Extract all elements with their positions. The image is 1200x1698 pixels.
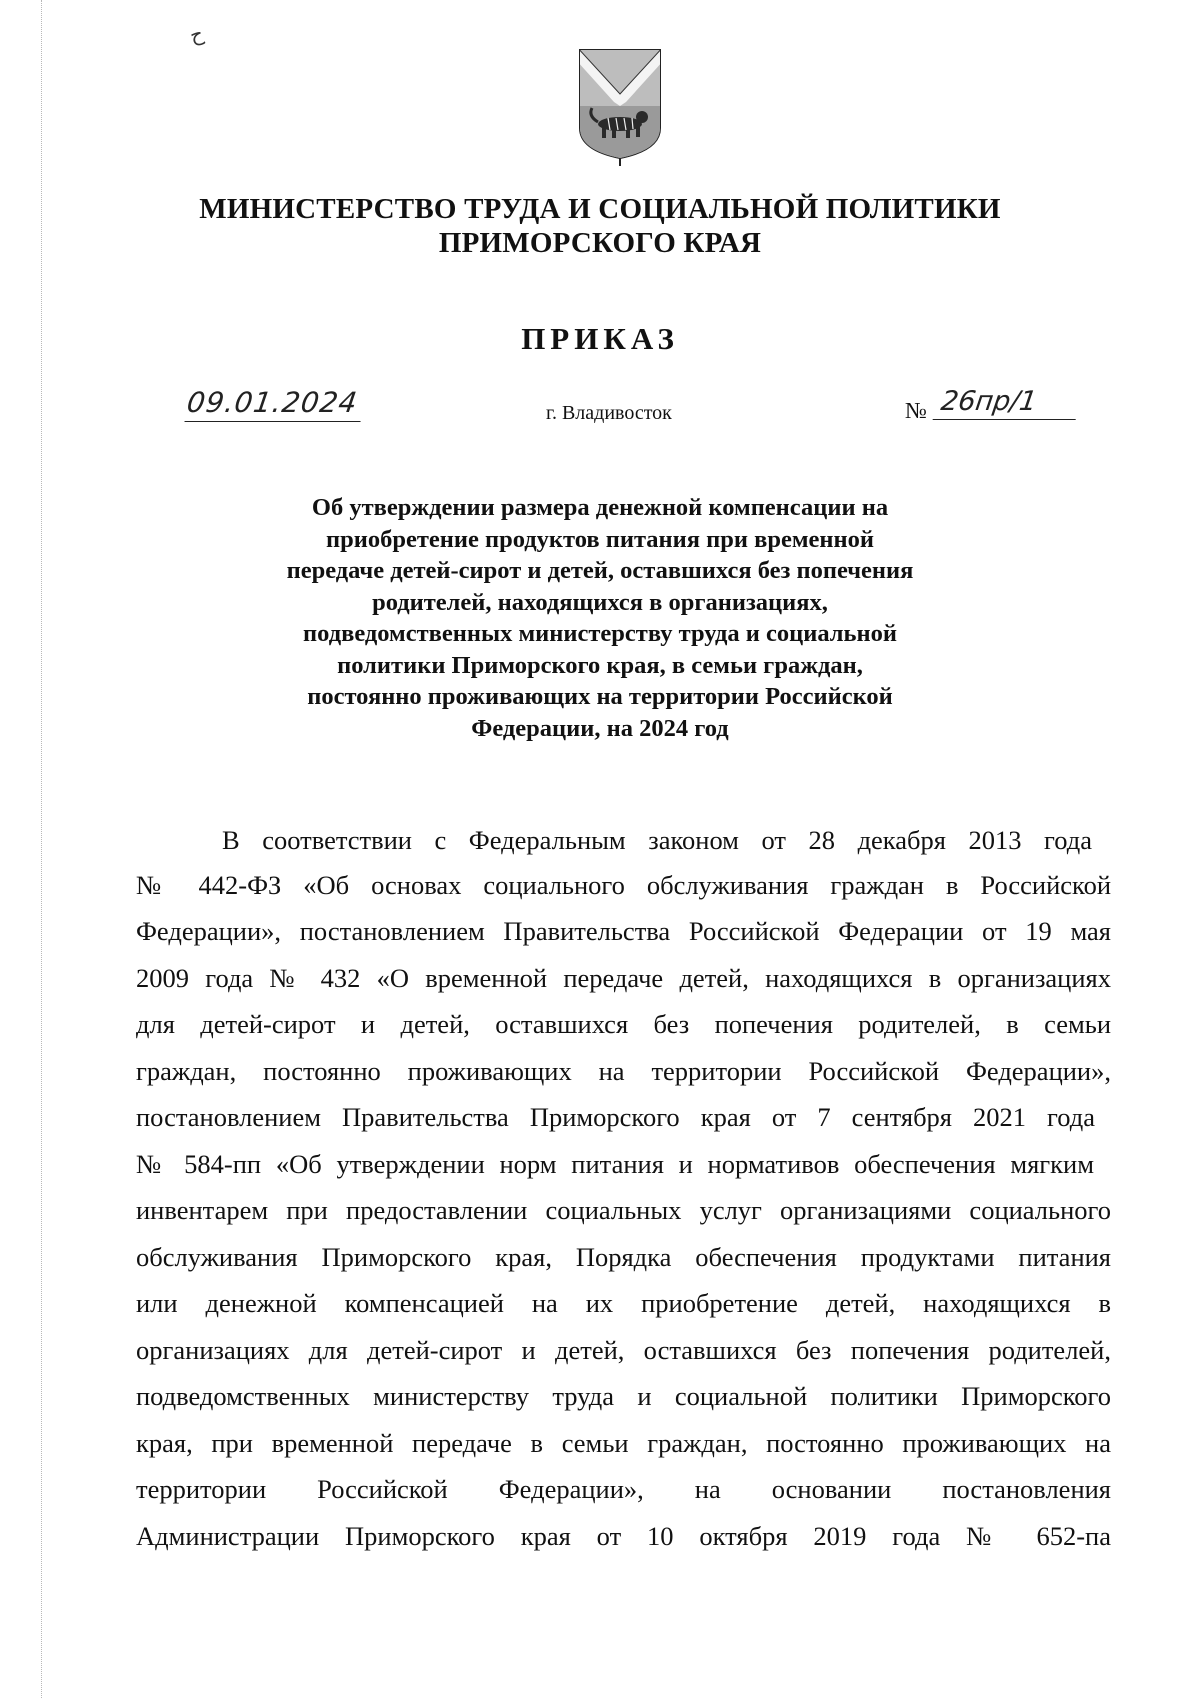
ministry-name-line2: ПРИМОРСКОГО КРАЯ bbox=[438, 227, 762, 259]
body-text-line: граждан, постоянно проживающих на территории Российской Федерации», bbox=[136, 1056, 1111, 1086]
body-text-line: или денежной компенсацией на их приобретение детей, находящихся в bbox=[136, 1288, 1111, 1318]
subject-line: родителей, находящихся в организациях, bbox=[372, 588, 828, 616]
handwritten-number: 26пр/1 bbox=[933, 386, 1081, 420]
body-text-line: № 584-пп «Об утверждении норм питания и нормативов обеспечения мягким bbox=[136, 1149, 1094, 1179]
handwritten-date: 09.01.2024 bbox=[184, 386, 365, 422]
body-text-line: Администрации Приморского края от 10 октября 2019 года № 652-па bbox=[136, 1521, 1111, 1551]
number-label: № bbox=[905, 398, 927, 423]
subject-line: политики Приморского края, в семьи граждан, bbox=[337, 651, 863, 679]
body-text-line: В соответствии с Федеральным законом от 28 декабря 2013 года bbox=[222, 825, 1092, 855]
body-text-line: инвентарем при предоставлении социальных услуг организациями социального bbox=[136, 1195, 1111, 1225]
city-name: г. Владивосток bbox=[546, 402, 672, 424]
body-text-line: для детей-сирот и детей, оставшихся без попечения родителей, в семьи bbox=[136, 1009, 1111, 1039]
document-type-title: ПРИКАЗ bbox=[521, 321, 679, 356]
ministry-name-line1: МИНИСТЕРСТВО ТРУДА И СОЦИАЛЬНОЙ ПОЛИТИКИ bbox=[199, 193, 1001, 225]
body-text-line: подведомственных министерству труда и социальной политики Приморского bbox=[136, 1381, 1111, 1411]
subject-line: подведомственных министерству труда и социальной bbox=[303, 620, 897, 647]
body-text-line: Федерации», постановлением Правительства Российской Федерации от 19 мая bbox=[136, 916, 1111, 946]
body-text-line: организациях для детей-сирот и детей, оставшихся без попечения родителей, bbox=[136, 1335, 1111, 1365]
body-text-line: края, при временной передаче в семьи граждан, постоянно проживающих на bbox=[136, 1428, 1111, 1458]
subject-line: передаче детей-сирот и детей, оставшихся без попечения bbox=[286, 557, 914, 584]
corner-mark-icon: ح bbox=[187, 22, 206, 48]
body-text-line: № 442-ФЗ «Об основах социального обслуживания граждан в Российской bbox=[136, 870, 1111, 900]
subject-line: постоянно проживающих на территории Российской bbox=[307, 683, 893, 710]
coat-of-arms-tiger-icon bbox=[576, 46, 664, 168]
body-text-line: постановлением Правительства Приморского края от 7 сентября 2021 года bbox=[136, 1102, 1095, 1132]
body-text-line: территории Российской Федерации», на основании постановления bbox=[136, 1474, 1111, 1504]
subject-line: Федерации, на 2024 год bbox=[471, 714, 729, 742]
body-text-line: 2009 года № 432 «О временной передаче детей, находящихся в организациях bbox=[136, 963, 1111, 993]
body-text-line: обслуживания Приморского края, Порядка обеспечения продуктами питания bbox=[136, 1242, 1111, 1272]
subject-line: Об утверждении размера денежной компенсации на bbox=[311, 494, 889, 521]
subject-line: приобретение продуктов питания при временной bbox=[325, 525, 875, 553]
document-subject bbox=[0, 492, 1200, 744]
